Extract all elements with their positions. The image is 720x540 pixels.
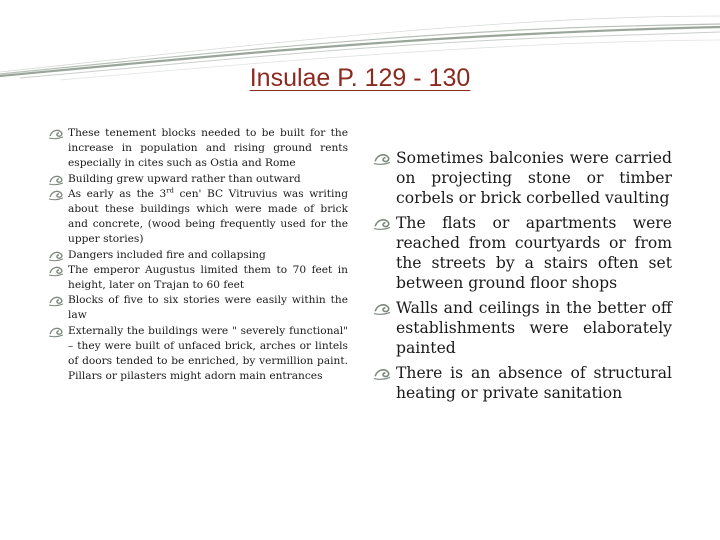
list-item xyxy=(48,248,348,263)
left-bullet-list xyxy=(48,126,348,384)
right-bullet-list xyxy=(370,148,672,408)
bullet-text: These tenement blocks needed to be built for the increase in population and rising ground rents especially in cites such as Ostia and Rome xyxy=(68,127,348,170)
bullet-swirl-icon xyxy=(372,216,392,232)
bullet-text: Dangers included fire and collapsing xyxy=(68,248,266,261)
bullet-text: As early as the 3rd cen' BC Vitruvius was writing about these buildings which were made of brick and concrete, (wood being frequently used for the upper stories) xyxy=(68,186,349,246)
bullet-swirl-icon xyxy=(48,188,64,202)
bullet-text: Building grew upward rather than outward xyxy=(68,172,301,185)
list-item xyxy=(48,263,348,293)
bullet-text: Sometimes balconies were carried on projecting stone or timber corbels or brick corbelled vaulting xyxy=(396,149,672,207)
list-item xyxy=(370,363,672,403)
bullet-swirl-icon xyxy=(372,301,392,317)
bullet-text: Blocks of five to six stories were easily within the law xyxy=(68,294,348,322)
bullet-swirl-icon xyxy=(48,294,64,308)
bullet-swirl-icon xyxy=(372,366,392,382)
bullet-swirl-icon xyxy=(48,249,64,263)
list-item xyxy=(48,324,348,385)
list-item xyxy=(370,298,672,358)
bullet-text: The flats or apartments were reached from courtyards or from the streets by a stairs often set between ground floor shops xyxy=(396,214,672,292)
slide-title: Insulae P. 129 - 130 xyxy=(249,64,471,92)
bullet-swirl-icon xyxy=(48,127,64,141)
list-item xyxy=(48,293,348,323)
bullet-swirl-icon xyxy=(372,151,392,167)
list-item xyxy=(48,126,348,172)
list-item xyxy=(48,172,348,187)
list-item xyxy=(370,148,672,208)
bullet-swirl-icon xyxy=(48,325,64,339)
bullet-text: Externally the buildings were " severely functional" – they were built of unfaced brick, arches or lintels of doors tended to be enriched, by vermillion paint. Pillars or pilasters might adorn main entrances xyxy=(68,324,348,383)
bullet-text: There is an absence of structural heating or private sanitation xyxy=(396,364,672,402)
list-item xyxy=(370,213,672,293)
list-item xyxy=(48,187,348,248)
bullet-swirl-icon xyxy=(48,173,64,187)
bullet-text: The emperor Augustus limited them to 70 feet in height, later on Trajan to 60 feet xyxy=(68,263,348,292)
bullet-text: Walls and ceilings in the better off establishments were elaborately painted xyxy=(396,299,672,357)
bullet-swirl-icon xyxy=(48,264,64,278)
